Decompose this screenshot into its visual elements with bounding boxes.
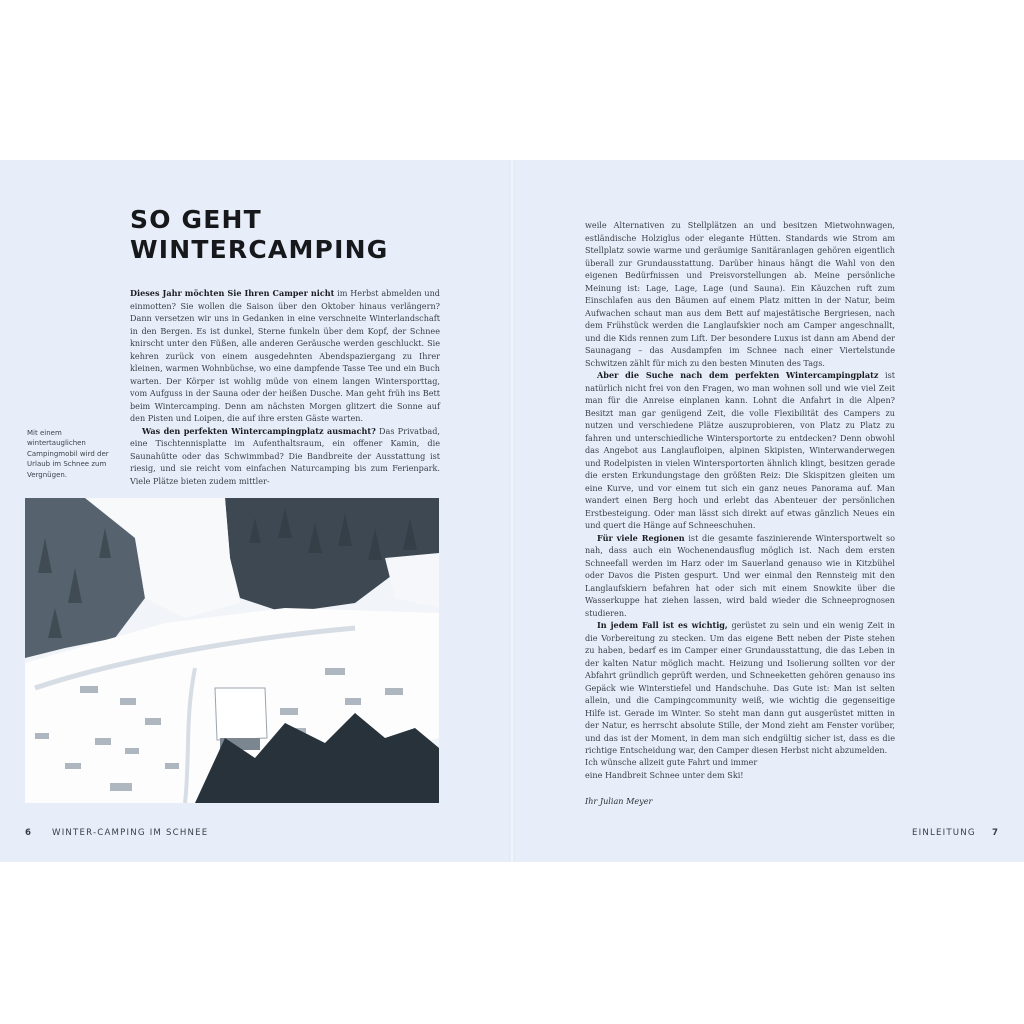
paragraph: Aber die Suche nach dem perfekten Wintercampingplatz ist natürlich nicht frei von den Fragen, wo man wohnen soll und wie viel Zeit man für die Anreise einplanen kann. Lohnt die Anfahrt in die Alpen? Besitzt man gar genügend Zeit, die volle Flexibilität des Campers zu nutzen und verschiedene Plätze auszuprobieren, von Platz zu Platz zu fahren und unterschiedliche Wintersportorte zu entdecken? Denn obwohl das Angebot aus Langlaufloipen, alpinen Skipisten, Winterwanderwegen und Rodelpisten in vielen Wintersportorten ähnlich klingt, besitzen gerade die ersten Erkundungstage den größten Reiz: Die Skispitzen gleiten um eine Kurve, und vor einem tut sich ein ganz neues Panorama auf. Man wandert einen Berg hoch und erlebt das Abenteuer der persönlichen Erstbesteigung. Oder man lässt sich direkt auf etwas gänzlich Neues ein und quert die Hänge auf Schneeschuhen. [585, 370, 895, 530]
paragraph: Für viele Regionen ist die gesamte faszinierende Wintersportwelt so nah, dass auch ein Wochenendausflug möglich ist. Nach dem ersten Schneefall werden im Harz oder im Sauerland genauso wie in Kitzbühel oder Davos die Pisten gespurt. Und wer einmal den Rennsteig mit den Langlaufskiern befahren hat oder sich mit einem Snowkite über die Wasserkuppe hat ziehen lassen, wird bald wieder die Schneeprognosen studieren. [585, 532, 895, 618]
signoff [585, 756, 895, 781]
paragraph-lead: Aber die Suche nach dem perfekten Wintercampingplatz [597, 370, 879, 380]
page-number-left: 6 [25, 828, 32, 838]
chapter-title-line-1: SO GEHT [130, 205, 262, 234]
left-body-text [130, 287, 440, 487]
running-footer-right: EINLEITUNG [912, 828, 976, 838]
chapter-title-line-2: WINTERCAMPING [130, 235, 389, 264]
running-footer-left: WINTER-CAMPING IM SCHNEE [52, 828, 209, 838]
paragraph: weile Alternativen zu Stellplätzen an und besitzen Mietwohnwagen, estländische Holziglus oder elegante Hütten. Standards wie Strom am Stellplatz sowie warme und geräumige Sanitäranlagen gehören eigentlich überall zur Grundausstattung. Darüber hinaus hängt die Wahl von den eigenen Bedürfnissen und Preisvorstellungen ab. Meine persönliche Meinung ist: Lage, Lage, Lage (und Sauna). Ein Käuzchen ruft zum Einschlafen aus den Bäumen auf einem Platz mitten in der Natur, beim Aufwachen schaut man aus dem Bett auf majestätische Bergriesen, nach dem Frühstück werden die Langlaufskier noch am Camper angeschnallt, und die Kids rennen zum Lift. Der besondere Luxus ist dann am Abend der Saunagang – das Ausdampfen im Schnee nach einer Viertelstunde Schwitzen zählt für mich zu den besten Minuten des Tags. [585, 220, 895, 368]
paragraph: Dieses Jahr möchten Sie Ihren Camper nicht im Herbst abmelden und einmotten? Sie wollen die Saison über den Oktober hinaus verlängern? Dann versetzen wir uns in Gedanken in eine verschneite Winterlandschaft in den Bergen. Es ist dunkel, Sterne funkeln über dem Kopf, der Schnee knirscht unter den Füßen, alle anderen Geräusche werden geschluckt. Sie kehren zurück von einem ausgedehnten Abendspaziergang zu Ihrer kleinen, warmen Wohnbüchse, wo eine dampfende Tasse Tee und ein Buch warten. Der Körper ist wohlig müde von einem langen Wintersporttag, vom Aufguss in der Sauna oder der heißen Dusche. Man geht früh ins Bett beim Wintercamping. Denn am nächsten Morgen glitzert die Sonne auf den Pisten und Loipen, die auf ihre ersten Gäste warten. [130, 288, 440, 423]
page-number-right: 7 [992, 828, 999, 838]
right-body-text [585, 219, 895, 757]
book-gutter [509, 160, 515, 862]
signoff-line-2: eine Handbreit Schnee unter dem Ski! [585, 769, 744, 780]
paragraph-lead: Für viele Regionen [597, 532, 685, 543]
paragraph: Was den perfekten Wintercampingplatz ausmacht? Das Privatbad, eine Tischtennisplatte im Aufenthaltsraum, ein offener Kamin, die Saunahütte oder das Schwimmbad? Die Bandbreite der Ausstattung ist riesig, und sie reicht vom einfachen Naturcamping bis zum Ferienpark. Viele Plätze bieten zudem mittler- [130, 425, 440, 486]
chapter-title [130, 205, 388, 265]
paragraph: In jedem Fall ist es wichtig, gerüstet zu sein und ein wenig Zeit in die Vorbereitung zu stecken. Um das eigene Bett neben der Piste stehen zu haben, bedarf es im Camper einer Grundausstattung, die das Leben in der kalten Natur möglich macht. Heizung und Isolierung sollten vor der Abfahrt gründlich geprüft werden, und Schneeketten gehören genauso ins Gepäck wie Winterstiefel und Handschuhe. Das Gute ist: Man ist selten allein, und die Campingcommunity weiß, wie wichtig die gegenseitige Hilfe ist. Gerade im Winter. So steht man dann gut ausgerüstet mitten in der Natur, es herrscht absolute Stille, der Mond zieht am Fenster vorüber, und das ist der Moment, in dem man sich endgültig sicher ist, dass es die richtige Entscheidung war, den Camper diesen Herbst nicht abzumelden. [585, 620, 895, 755]
signoff-line-1: Ich wünsche allzeit gute Fahrt und immer [585, 757, 758, 767]
winter-campsite-photo [25, 498, 439, 803]
paragraph-lead: In jedem Fall ist es wichtig, [597, 620, 728, 630]
book-spread [0, 160, 1024, 862]
paragraph-lead: Dieses Jahr möchten Sie Ihren Camper nicht [130, 288, 335, 298]
paragraph-lead: Was den perfekten Wintercampingplatz ausmacht? [142, 425, 376, 436]
photo-illustration [25, 498, 439, 803]
author-signature: Ihr Julian Meyer [585, 796, 653, 806]
photo-caption: Mit einem wintertauglichen Campingmobil wird der Urlaub im Schnee zum Vergnügen. [27, 429, 109, 479]
